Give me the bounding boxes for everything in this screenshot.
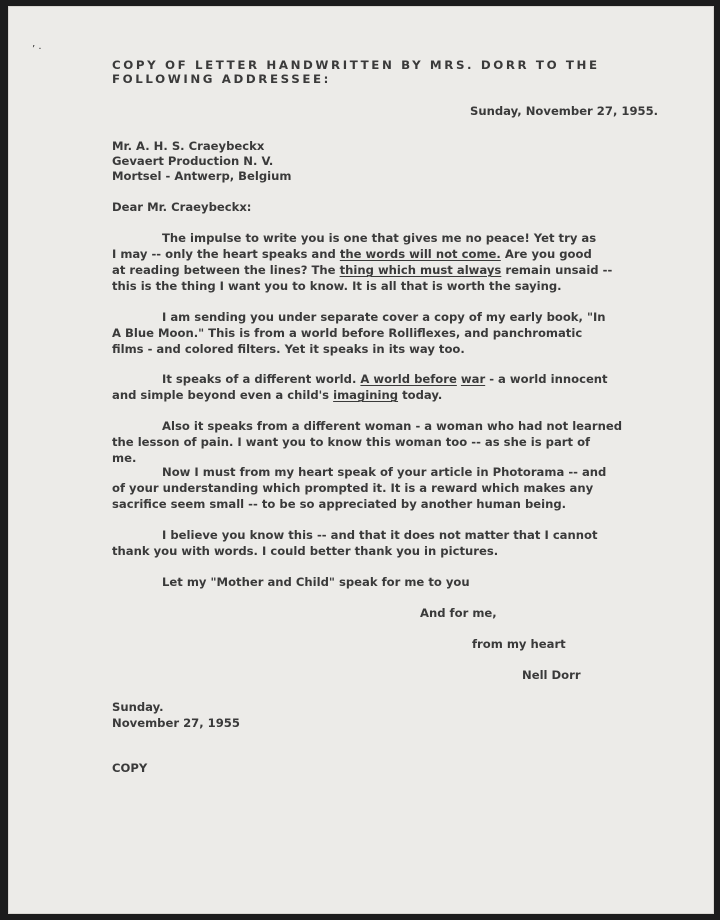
p2-line-2: A Blue Moon." This is from a world before Rolliflexes, and panchromatic [112,326,583,340]
p4-line-1: Also it speaks from a different woman - a woman who had not learned [162,419,622,433]
signature-name: Nell Dorr [522,668,581,682]
header-line-1: COPY OF LETTER HANDWRITTEN BY MRS. DORR TO THE [112,58,600,72]
underlined-phrase: thing which must always [339,263,502,277]
p5-line-1: Now I must from my heart speak of your article in Photorama -- and [162,465,607,479]
underlined-phrase: the words will not come. [339,247,501,261]
footer-date-line-2: November 27, 1955 [112,716,240,730]
p6-line-2: thank you with words. I could better thank you in pictures. [112,544,499,558]
underlined-phrase: A world before [360,372,457,386]
p1-line-2: I may -- only the heart speaks and the words will not come. Are you good [112,247,592,261]
p5-line-3: sacrifice seem small -- to be so appreciated by another human being. [112,497,567,511]
p7-line: Let my "Mother and Child" speak for me to you [162,575,470,589]
p1-line-4: this is the thing I want you to know. It is all that is worth the saying. [112,279,562,293]
address-line-3: Mortsel - Antwerp, Belgium [112,169,292,183]
closing-line-2: from my heart [472,637,566,651]
p4-line-2: the lesson of pain. I want you to know this woman too -- as she is part of [112,435,591,449]
letter-date: Sunday, November 27, 1955. [470,104,659,118]
closing-line-1: And for me, [420,606,497,620]
underlined-word: imagining [333,388,399,402]
p1-line-1: The impulse to write you is one that gives me no peace! Yet try as [162,231,597,245]
address-line-1: Mr. A. H. S. Craeybeckx [112,139,265,153]
p2-line-3: films - and colored filters. Yet it speaks in its way too. [112,342,465,356]
salutation: Dear Mr. Craeybeckx: [112,200,252,214]
underlined-word: war [460,372,486,386]
address-line-2: Gevaert Production N. V. [112,154,274,168]
p2-line-1: I am sending you under separate cover a copy of my early book, "In [162,310,606,324]
p4-line-3: me. [112,451,137,465]
p5-line-2: of your understanding which prompted it. It is a reward which makes any [112,481,594,495]
p1-line-3: at reading between the lines? The thing which must always remain unsaid -- [112,263,613,277]
footer-date-line-1: Sunday. [112,700,164,714]
footer-copy-label: COPY [112,761,148,775]
margin-mark: ’ · [32,44,42,55]
header-line-2: FOLLOWING ADDRESSEE: [112,72,331,86]
p3-line-2: and simple beyond even a child's imagining today. [112,388,443,402]
letter-page [8,6,714,914]
p6-line-1: I believe you know this -- and that it does not matter that I cannot [162,528,598,542]
p3-line-1: It speaks of a different world. A world before war - a world innocent [162,372,608,386]
